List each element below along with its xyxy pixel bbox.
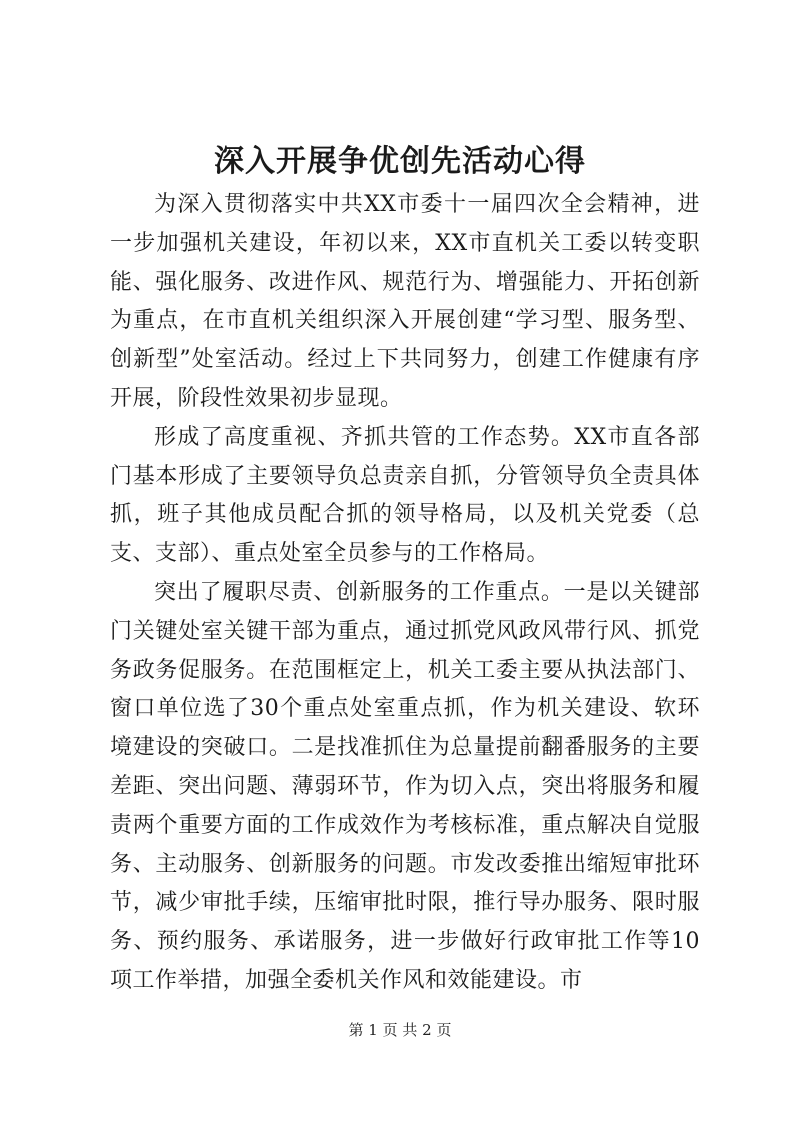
paragraph-work-focus: 突出了履职尽责、创新服务的工作重点。一是以关键部门关键处室关键干部为重点，通过抓党风政风带行风、抓党务政务促服务。在范围框定上，机关工委主要从执法部门、窗口单位选了30个重点处室重点抓，作为机关建设、软环境建设的突破口。二是找准抓住为总量提前翻番服务的主要差距、突出问题、薄弱环节，作为切入点，突出将服务和履责两个重要方面的工作成效作为考核标准，重点解决自觉服务、主动服务、创新服务的问题。市发改委推出缩短审批环节，减少审批手续，压缩审批时限，推行导办服务、限时服务、预约服务、承诺服务，进一步做好行政审批工作等10项工作举措，加强全委机关作风和效能建设。市 <box>110 579 700 993</box>
document-title: 深入开展争优创先活动心得 <box>214 144 586 179</box>
document-body <box>110 186 700 1001</box>
page-number-footer: 第 1 页 共 2 页 <box>348 1021 452 1039</box>
paragraph-intro: 为深入贯彻落实中共XX市委十一届四次全会精神，进一步加强机关建设，年初以来，XX市直机关工委以转变职能、强化服务、改进作风、规范行为、增强能力、开拓创新为重点，在市直机关组织深入开展创建“学习型、服务型、创新型”处室活动。经过上下共同努力，创建工作健康有序开展，阶段性效果初步显现。 <box>110 192 700 411</box>
paragraph-work-situation: 形成了高度重视、齐抓共管的工作态势。XX市直各部门基本形成了主要领导负总责亲自抓，分管领导负全责具体抓，班子其他成员配合抓的领导格局，以及机关党委（总支、支部）、重点处室全员参与的工作格局。 <box>110 424 700 567</box>
